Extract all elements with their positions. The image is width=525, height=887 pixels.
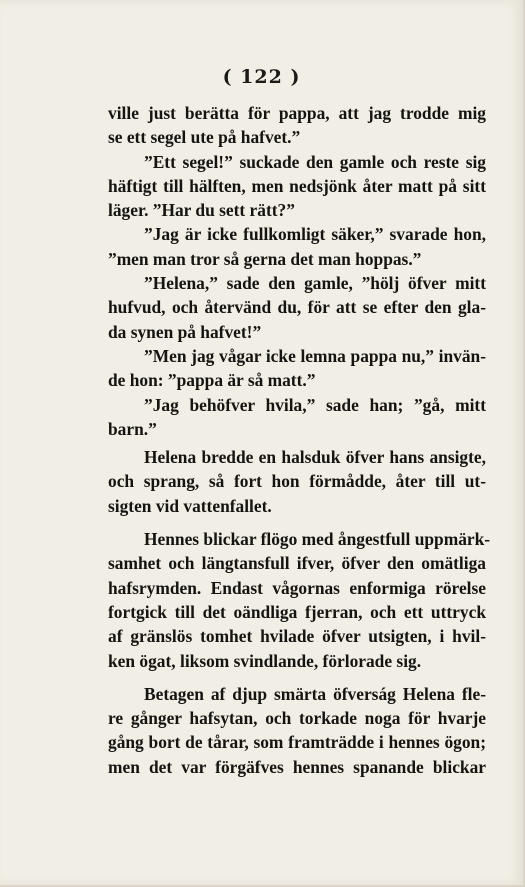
- text-line: re gånger hafsytan, och torkade noga för hvarje: [108, 708, 486, 729]
- text-line: hufvud, och återvänd du, för att se efter den gla-: [108, 297, 486, 318]
- text-line: Betagen af djup smärta öfverság Helena fle-: [144, 683, 486, 704]
- page-number: ( 122 ): [222, 66, 301, 88]
- text-line: fortgick till det oändliga fjerran, och ett uttryck: [108, 601, 486, 622]
- text-line: af gränslös tomhet hvilade öfver utsigten, i hvil-: [108, 626, 486, 647]
- paragraph-gap: [108, 673, 486, 682]
- text-line: häftigt till hälften, men nedsjönk åter matt på sitt: [108, 175, 486, 196]
- paragraph-gap: [108, 518, 486, 527]
- text-line: ”Men jag vågar icke lemna pappa nu,” invän-: [144, 345, 486, 366]
- text-line: da synen på hafvet!”: [108, 321, 262, 342]
- text-line: Hennes blickar flögo med ångestfull uppmärk-: [144, 529, 491, 550]
- text-line: ”men man tror så gerna det man hoppas.”: [108, 248, 422, 269]
- text-line: ”Jag behöfver hvila,” sade han; ”gå, mitt: [144, 394, 486, 415]
- text-line: hafsrymden. Endast vågornas enformiga rörelse: [108, 577, 486, 598]
- text-line: ”Jag är icke fullkomligt säker,” svarade hon,: [144, 224, 486, 245]
- text-line: Helena bredde en halsduk öfver hans ansigte,: [144, 447, 486, 468]
- text-line: gång bort de tårar, som framträdde i hennes ögon;: [108, 732, 486, 753]
- text-line: och sprang, så fort hon förmådde, åter till ut-: [108, 471, 486, 492]
- text-line: ”Helena,” sade den gamle, ”hölj öfver mitt: [144, 273, 486, 294]
- text-line: ken ögat, liksom svindlande, förlorade sig.: [108, 650, 422, 671]
- text-line: ”Ett segel!” suckade den gamle och reste sig: [144, 151, 486, 172]
- text-line: men det var förgäfves hennes spanande blickar: [108, 756, 486, 777]
- text-line: ville just berätta för pappa, att jag trodde mig: [108, 103, 486, 123]
- text-line: sigten vid vattenfallet.: [108, 495, 272, 516]
- body-text: [108, 101, 491, 779]
- text-line: se ett segel ute på hafvet.”: [108, 127, 301, 148]
- text-line: samhet och längtansfull ifver, öfver den omätliga: [108, 553, 486, 574]
- text-line: läger. ”Har du sett rätt?”: [108, 200, 295, 221]
- text-line: barn.”: [108, 418, 157, 439]
- text-line: de hon: ”pappa är så matt.”: [108, 370, 316, 391]
